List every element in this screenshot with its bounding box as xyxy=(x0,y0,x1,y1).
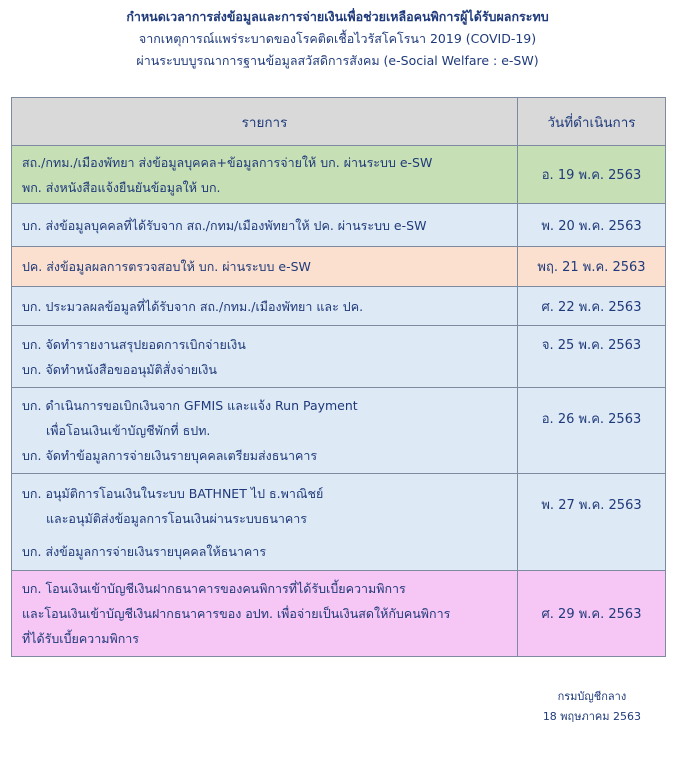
row-item-line: บก. จัดทำหนังสือขออนุมัติสั่งจ่ายเงิน xyxy=(22,361,217,377)
schedule-table xyxy=(11,97,666,657)
row-item-line: ปค. ส่งข้อมูลผลการตรวจสอบให้ บก. ผ่านระบบ e-SW xyxy=(22,259,311,274)
table-header-row xyxy=(12,98,666,146)
table-row xyxy=(12,204,666,247)
document-header xyxy=(0,6,675,72)
row-item-cell xyxy=(12,326,518,388)
table-row xyxy=(12,247,666,287)
row-item-cell xyxy=(12,146,518,204)
document-footer xyxy=(543,687,641,727)
row-item-cell xyxy=(12,247,518,287)
row-item-line: บก. อนุมัติการโอนเงินในระบบ BATHNET ไป ธ.พาณิชย์ xyxy=(22,485,324,501)
row-date-cell: จ. 25 พ.ค. 2563 xyxy=(518,326,666,388)
row-item-line: บก. ประมวลผลข้อมูลที่ได้รับจาก สถ./กทม./เมืองพัทยา และ ปค. xyxy=(22,298,364,314)
row-date-cell: ศ. 22 พ.ค. 2563 xyxy=(518,287,666,326)
row-item-line: บก. โอนเงินเข้าบัญชีเงินฝากธนาคารของคนพิการที่ได้รับเบี้ยความพิการ xyxy=(22,581,406,596)
issuer-name: กรมบัญชีกลาง xyxy=(557,690,627,703)
row-item-cell xyxy=(12,388,518,474)
row-date-cell: พ. 27 พ.ค. 2563 xyxy=(518,474,666,571)
row-date-cell: พฤ. 21 พ.ค. 2563 xyxy=(518,247,666,287)
row-date-cell: อ. 26 พ.ค. 2563 xyxy=(518,388,666,474)
row-item-line: บก. ดำเนินการขอเบิกเงินจาก GFMIS และแจ้ง Run Payment xyxy=(22,398,358,413)
row-item-line: ที่ได้รับเบี้ยความพิการ xyxy=(22,631,140,646)
row-item-line: เพื่อโอนเงินเข้าบัญชีพักที่ ธปท. xyxy=(46,423,211,438)
table-row xyxy=(12,326,666,388)
row-item-line: บก. จัดทำรายงานสรุปยอดการเบิกจ่ายเงิน xyxy=(22,336,246,352)
row-item-cell xyxy=(12,474,518,571)
row-item-line: สถ./กทม./เมืองพัทยา ส่งข้อมูลบุคคล+ข้อมูลการจ่ายให้ บก. ผ่านระบบ e-SW xyxy=(22,154,433,170)
title-line-2: จากเหตุการณ์แพร่ระบาดของโรคติดเชื้อไวรัสโคโรนา 2019 (COVID-19) xyxy=(138,31,537,46)
table-row xyxy=(12,571,666,657)
row-item-line: พก. ส่งหนังสือแจ้งยืนยันข้อมูลให้ บก. xyxy=(22,179,221,195)
table-row xyxy=(12,388,666,474)
table-row xyxy=(12,146,666,204)
row-item-cell xyxy=(12,287,518,326)
row-item-line: และโอนเงินเข้าบัญชีเงินฝากธนาคารของ อปท. เพื่อจ่ายเป็นเงินสดให้กับคนพิการ xyxy=(22,606,451,621)
row-date-cell: อ. 19 พ.ค. 2563 xyxy=(518,146,666,204)
row-item-line: บก. จัดทำข้อมูลการจ่ายเงินรายบุคคลเตรียมส่งธนาคาร xyxy=(22,448,318,463)
table-row xyxy=(12,474,666,571)
row-item-cell xyxy=(12,204,518,247)
row-item-line: บก. ส่งข้อมูลบุคคลที่ได้รับจาก สถ./กทม/เมืองพัทยาให้ ปค. ผ่านระบบ e-SW xyxy=(22,217,427,233)
issue-date: 18 พฤษภาคม 2563 xyxy=(542,710,641,723)
table-row xyxy=(12,287,666,326)
row-item-line: บก. ส่งข้อมูลการจ่ายเงินรายบุคคลให้ธนาคาร xyxy=(22,543,267,559)
column-header-item: รายการ xyxy=(12,98,518,146)
row-date-cell: ศ. 29 พ.ค. 2563 xyxy=(518,571,666,657)
row-item-cell xyxy=(12,571,518,657)
column-header-date: วันที่ดำเนินการ xyxy=(518,98,666,146)
row-date-cell: พ. 20 พ.ค. 2563 xyxy=(518,204,666,247)
row-item-line: และอนุมัติส่งข้อมูลการโอนเงินผ่านระบบธนาคาร xyxy=(46,510,307,526)
title-line-1: กำหนดเวลาการส่งข้อมูลและการจ่ายเงินเพื่อช่วยเหลือคนพิการผู้ได้รับผลกระทบ xyxy=(126,9,549,24)
title-line-3: ผ่านระบบบูรณาการฐานข้อมูลสวัสดิการสังคม (e-Social Welfare : e-SW) xyxy=(136,53,539,68)
